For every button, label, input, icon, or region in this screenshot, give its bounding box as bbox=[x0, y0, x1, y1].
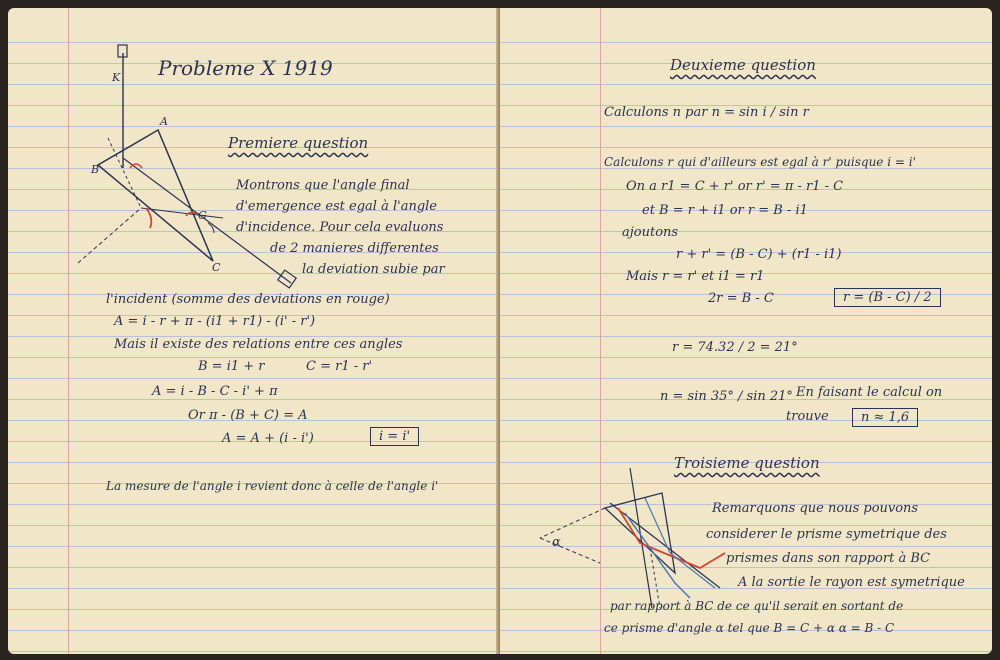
line-mais-r: Mais r = r' et i1 = r1 bbox=[626, 269, 765, 284]
line-mais: Mais il existe des relations entre ces angles bbox=[114, 337, 403, 352]
label-k: K bbox=[112, 71, 121, 84]
p3-line-1: Remarquons que nous pouvons bbox=[712, 501, 919, 516]
text-line-1: Montrons que l'angle final bbox=[236, 178, 410, 193]
label-a: A bbox=[160, 115, 168, 128]
equation-1: A = i - r + π - (i1 + r1) - (i' - r') bbox=[114, 314, 316, 329]
label-b: B bbox=[91, 163, 100, 176]
heading-first-question: Premiere question bbox=[228, 134, 369, 152]
heading-second-question: Deuxieme question bbox=[670, 56, 816, 74]
line-et-b: et B = r + i1 or r = B - i1 bbox=[642, 203, 808, 218]
text-line-4: de 2 manieres differentes bbox=[270, 241, 439, 256]
p3-line-4: A la sortie le rayon est symetrique bbox=[738, 575, 965, 590]
conclusion-line: La mesure de l'angle i revient donc à celle de l'angle i' bbox=[106, 479, 439, 493]
calc-n: Calculons n par n = sin i / sin r bbox=[604, 105, 809, 120]
heading-third-question: Troisieme question bbox=[674, 454, 820, 472]
boxed-result: i = i' bbox=[370, 427, 419, 446]
p3-line-2: considerer le prisme symetrique des bbox=[706, 527, 947, 542]
equation-5: A = A + (i - i') bbox=[222, 431, 314, 446]
equation-3: A = i - B - C - i' + π bbox=[152, 384, 278, 399]
equation-2b: C = r1 - r' bbox=[306, 359, 373, 374]
line-r-value: r = 74.32 / 2 = 21° bbox=[672, 340, 798, 355]
line-trouve: trouve bbox=[786, 409, 829, 424]
prism-diagram-left bbox=[8, 8, 498, 654]
p3-line-3: prismes dans son rapport à BC bbox=[726, 551, 931, 566]
p3-line-5: par rapport à BC de ce qu'il serait en sortant de bbox=[610, 599, 904, 613]
right-page bbox=[500, 8, 992, 654]
line-sum: r + r' = (B - C) + (r1 - i1) bbox=[676, 247, 842, 262]
line-incident: l'incident (somme des deviations en rouge) bbox=[106, 292, 390, 307]
boxed-n: n ≈ 1,6 bbox=[852, 408, 918, 427]
line-n-value: n = sin 35° / sin 21° bbox=[660, 389, 793, 404]
angle-label-alpha: α bbox=[552, 535, 561, 550]
line-on-a: On a r1 = C + r' or r' = π - r1 - C bbox=[626, 179, 844, 194]
equation-4: Or π - (B + C) = A bbox=[188, 408, 308, 423]
text-line-3: d'incidence. Pour cela evaluons bbox=[236, 220, 444, 235]
calc-r: Calculons r qui d'ailleurs est egal à r' puisque i = i' bbox=[604, 155, 916, 169]
line-ajoutons: ajoutons bbox=[622, 225, 679, 240]
text-line-2: d'emergence est egal à l'angle bbox=[236, 199, 438, 214]
p3-line-6: ce prisme d'angle α tel que B = C + α α = B - C bbox=[604, 621, 895, 635]
boxed-r: r = (B - C) / 2 bbox=[834, 288, 941, 307]
label-g: G bbox=[198, 209, 207, 222]
label-c: C bbox=[212, 261, 221, 274]
notebook bbox=[8, 8, 992, 654]
text-line-5: la deviation subie par bbox=[302, 262, 445, 277]
line-2r: 2r = B - C bbox=[708, 291, 774, 306]
left-page bbox=[8, 8, 498, 654]
equation-2a: B = i1 + r bbox=[198, 359, 265, 374]
page-title: Probleme X 1919 bbox=[158, 56, 333, 80]
line-faisant: En faisant le calcul on bbox=[796, 385, 943, 400]
